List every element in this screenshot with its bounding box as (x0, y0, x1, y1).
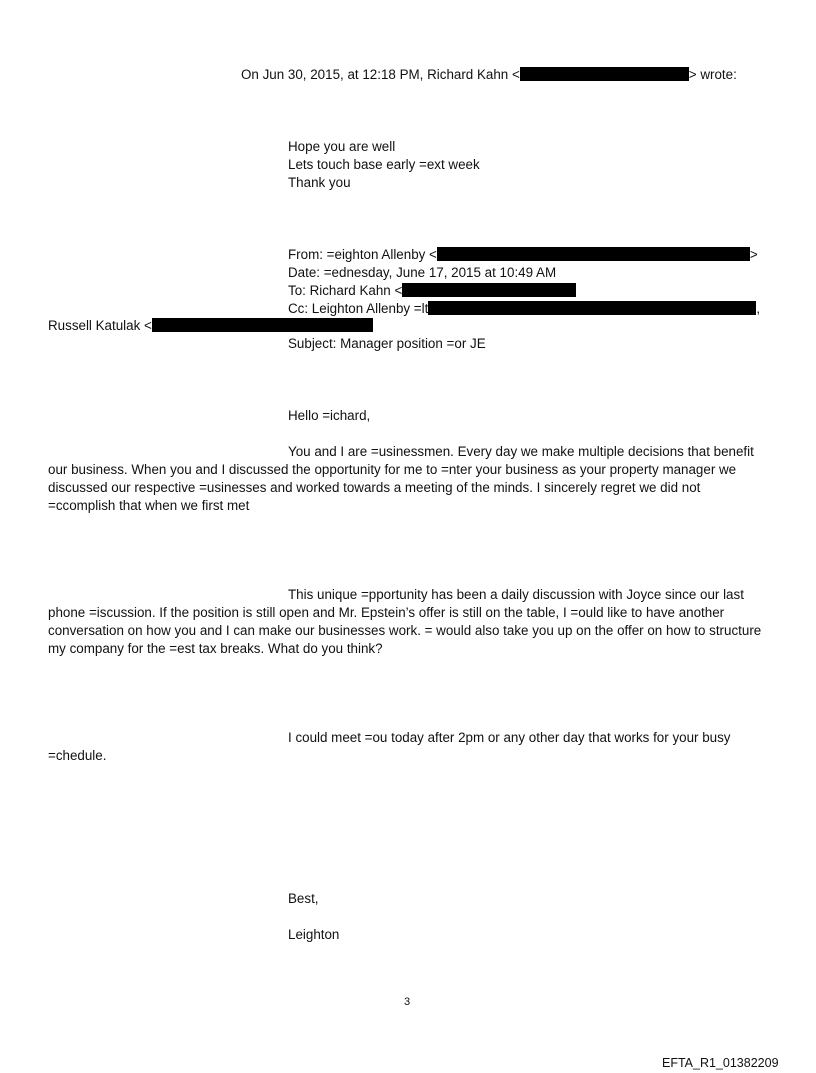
paragraph-line: my company for the =est tax breaks. What do you think? (48, 641, 383, 656)
message-line: Lets touch base early =ext week (288, 157, 480, 172)
redaction-bar (152, 318, 373, 332)
from-line: From: =eighton Allenby < > (288, 247, 758, 262)
closing: Best, (288, 891, 319, 906)
redaction-bar (520, 67, 689, 81)
paragraph-line: phone =iscussion. If the position is still open and Mr. Epstein’s offer is still on the table, I =ould like to have another (48, 605, 725, 620)
redaction-bar (402, 283, 576, 297)
page-number: 3 (404, 996, 411, 1008)
greeting: Hello =ichard, (288, 408, 371, 423)
paragraph-line: discussed our respective =usinesses and worked towards a meeting of the minds. I sincerely regret we did not (48, 480, 701, 495)
date-line: Date: =ednesday, June 17, 2015 at 10:49 AM (288, 265, 557, 280)
paragraph-line: conversation on how you and I can make our businesses work. = would also take you up on the offer on how to structure (48, 623, 762, 638)
paragraph-line: You and I are =usinessmen. Every day we make multiple decisions that benefit (288, 444, 754, 459)
cc-continuation-line: Russell Katulak < (48, 317, 373, 335)
paragraph-line: This unique =pportunity has been a daily discussion with Joyce since our last (288, 587, 744, 602)
paragraph-line: our business. When you and I discussed the opportunity for me to =nter your business as your property manager we (48, 462, 737, 477)
document-id: EFTA_R1_01382209 (662, 1056, 779, 1070)
paragraph-line: =chedule. (48, 748, 107, 763)
subject-line: Subject: Manager position =or JE (288, 336, 486, 351)
message-line: Hope you are well (288, 139, 396, 154)
paragraph-line: I could meet =ou today after 2pm or any other day that works for your busy (288, 730, 731, 745)
paragraph-line: =ccomplish that when we first met (48, 498, 250, 513)
message-line: Thank you (288, 175, 351, 190)
cc-line: Cc: Leighton Allenby =lt , (288, 301, 761, 316)
redaction-bar (428, 301, 756, 315)
redaction-bar (437, 247, 750, 261)
signature: Leighton (288, 927, 340, 942)
quoted-header-line: On Jun 30, 2015, at 12:18 PM, Richard Kahn < > wrote: (241, 67, 737, 82)
to-line: To: Richard Kahn < (288, 282, 576, 300)
